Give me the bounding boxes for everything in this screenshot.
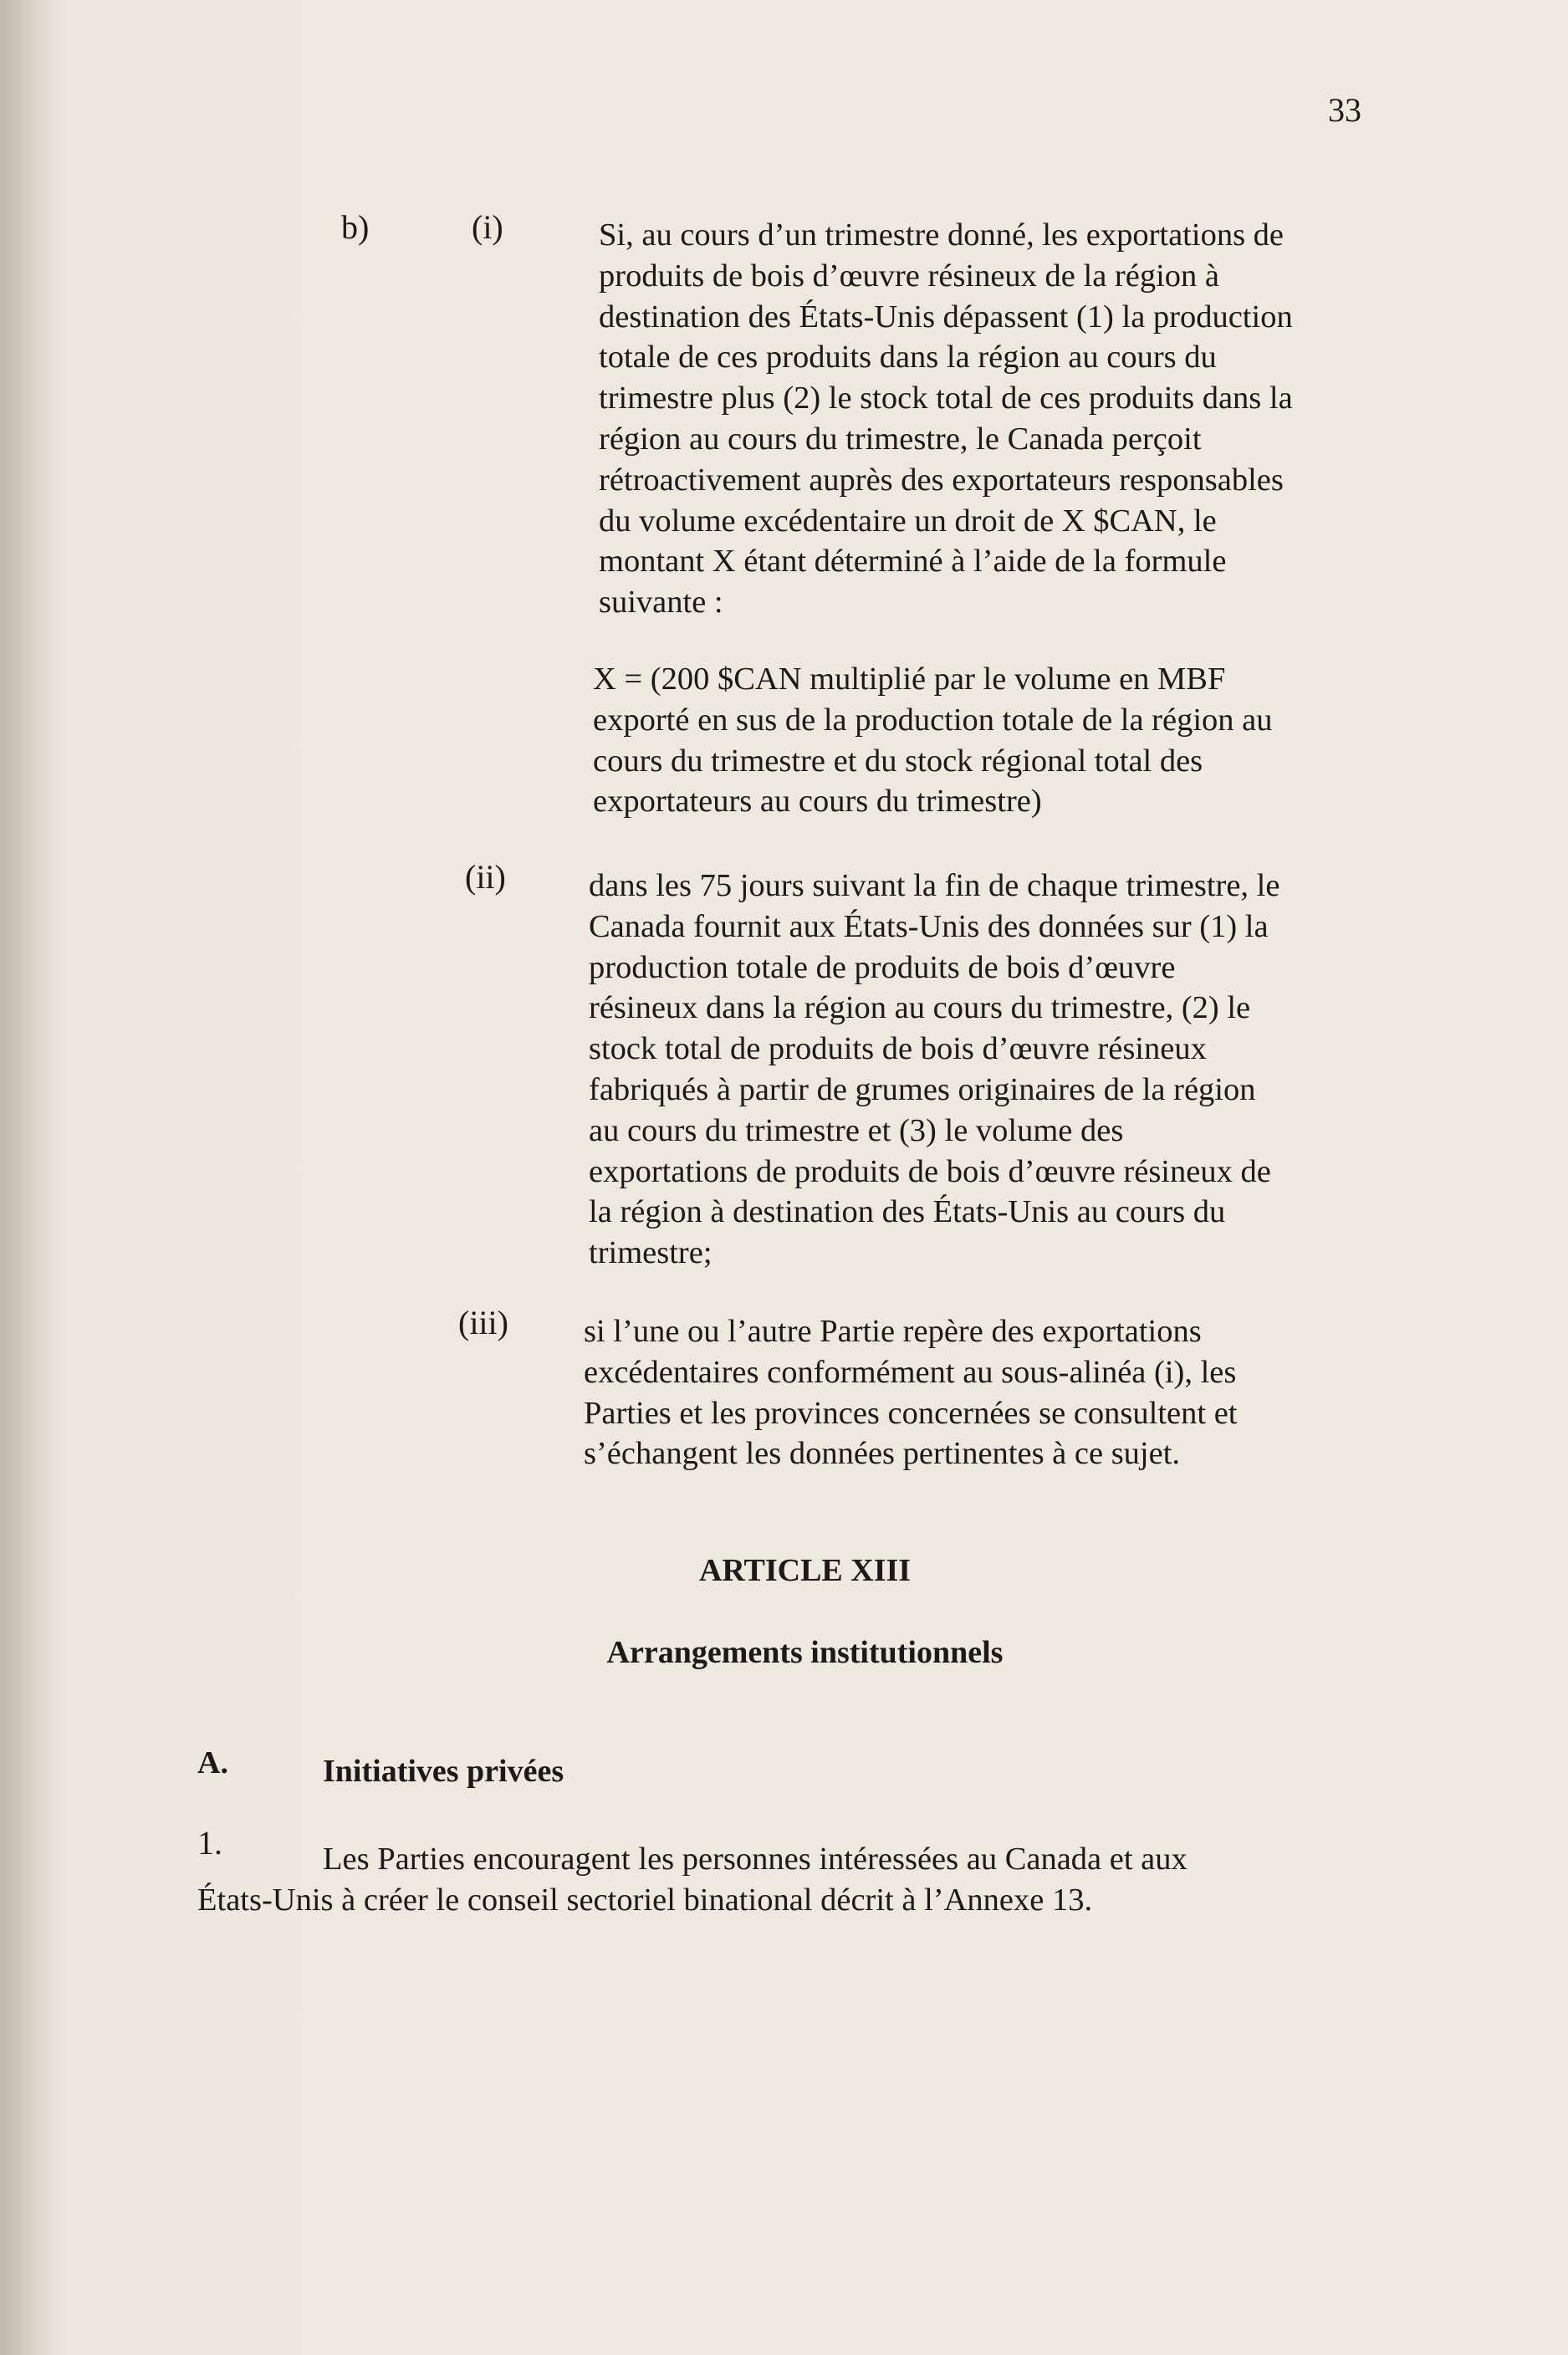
text-line: production totale de produits de bois d’œuvre bbox=[589, 949, 1176, 985]
text-line: totale de ces produits dans la région au cours du bbox=[599, 340, 1217, 375]
binding-shadow bbox=[0, 0, 59, 2355]
formula-line: cours du trimestre et du stock régional total des bbox=[593, 743, 1203, 779]
subitem-iii-label: (iii) bbox=[458, 1304, 508, 1341]
subitem-ii-text bbox=[589, 866, 1279, 1274]
text-line: excédentaires conformément au sous-alinéa (i), les bbox=[584, 1354, 1237, 1390]
text-line: suivante : bbox=[599, 585, 723, 621]
text-line: exportations de produits de bois d’œuvre résineux de bbox=[589, 1153, 1271, 1189]
text-line: stock total de produits de bois d’œuvre résineux bbox=[589, 1031, 1207, 1067]
text-line bbox=[197, 1839, 1187, 1880]
text-line: rétroactivement auprès des exportateurs responsables bbox=[599, 462, 1284, 498]
text-line: montant X étant déterminé à l’aide de la formule bbox=[599, 544, 1227, 580]
section-letter: A. bbox=[197, 1745, 228, 1780]
subitem-iii-text bbox=[584, 1311, 1238, 1474]
text-line: du volume excédentaire un droit de X $CAN, le bbox=[599, 503, 1217, 539]
text-line: région au cours du trimestre, le Canada perçoit bbox=[599, 421, 1202, 457]
formula-line: exportateurs au cours du trimestre) bbox=[593, 784, 1042, 820]
text-line: trimestre plus (2) le stock total de ces produits dans la bbox=[599, 381, 1293, 416]
text-line: fabriqués à partir de grumes originaires de la région bbox=[589, 1071, 1256, 1107]
item-b-label: b) bbox=[341, 208, 370, 246]
article-heading: ARTICLE XIII bbox=[698, 1553, 912, 1588]
subitem-i-label: (i) bbox=[472, 208, 503, 246]
text-line: au cours du trimestre et (3) le volume des bbox=[589, 1112, 1124, 1148]
formula-line: X = (200 $CAN multiplié par le volume en MBF bbox=[593, 662, 1226, 697]
text-line: Si, au cours d’un trimestre donné, les exportations de bbox=[599, 217, 1285, 253]
text-line: destination des États-Unis dépassent (1) la production bbox=[599, 299, 1293, 335]
paragraph-number: 1. bbox=[197, 1824, 222, 1862]
section-title: Initiatives privées bbox=[323, 1754, 564, 1789]
text-line: résineux dans la région au cours du trimestre, (2) le bbox=[589, 990, 1251, 1026]
article-subheading: Arrangements institutionnels bbox=[606, 1635, 1004, 1670]
subitem-ii-label: (ii) bbox=[465, 858, 506, 896]
text-line: produits de bois d’œuvre résineux de la région à bbox=[599, 258, 1219, 294]
text-line: la région à destination des États-Unis au cours du bbox=[589, 1194, 1226, 1230]
text-line: Parties et les provinces concernées se consultent et bbox=[584, 1395, 1238, 1431]
text-line: trimestre; bbox=[589, 1235, 712, 1271]
text-line: Canada fournit aux États-Unis des données sur (1) la bbox=[589, 908, 1269, 944]
paragraph-line-text: Les Parties encouragent les personnes intéressées au Canada et aux bbox=[323, 1842, 1187, 1877]
text-line: États-Unis à créer le conseil sectoriel binational décrit à l’Annexe 13. bbox=[197, 1882, 1093, 1918]
formula-line: exporté en sus de la production totale de la région au bbox=[593, 702, 1273, 738]
text-line: dans les 75 jours suivant la fin de chaque trimestre, le bbox=[589, 868, 1280, 903]
paragraph-text bbox=[197, 1839, 1187, 1921]
subitem-i-text bbox=[599, 215, 1293, 623]
text-line: si l’une ou l’autre Partie repère des exportations bbox=[584, 1314, 1202, 1349]
text-line: s’échangent les données pertinentes à ce sujet. bbox=[584, 1436, 1181, 1472]
formula-text bbox=[593, 659, 1273, 822]
page-number: 33 bbox=[1328, 91, 1361, 129]
